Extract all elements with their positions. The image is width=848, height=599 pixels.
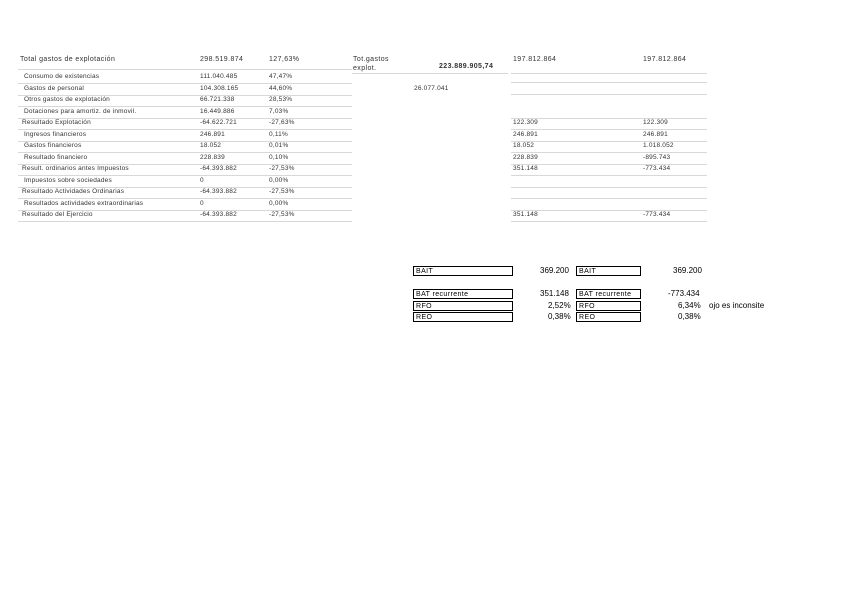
col-row-divider — [511, 187, 707, 188]
col-b-cell: -773.434 — [643, 165, 671, 172]
col-divider-extra — [511, 82, 707, 83]
col-a-cell: 246.891 — [513, 130, 538, 138]
col-a-cell: 122.309 — [513, 119, 538, 126]
col-row-divider — [511, 118, 707, 119]
header-divider — [18, 69, 352, 70]
row-label: Resultados actividades extraordinarias — [24, 199, 144, 207]
row-pct: 28,53% — [269, 96, 293, 103]
rfo-label-box-right: RFO — [576, 301, 641, 311]
row-pct: 44,60% — [269, 84, 293, 92]
row-pct: 0,00% — [269, 199, 289, 207]
row-value: 16.449.886 — [200, 107, 235, 115]
col-a-header-divider — [511, 73, 707, 74]
middle-divider — [352, 73, 508, 74]
row-value: 0 — [200, 199, 204, 207]
col-row-divider — [511, 164, 707, 165]
header-pct: 127,63% — [269, 56, 300, 63]
rfo-value-right: 6,34% — [678, 301, 701, 310]
row-value: -64.393.882 — [200, 211, 237, 218]
row-label: Resultado Actividades Ordinarias — [22, 188, 125, 195]
reo-label-box-right: REO — [576, 312, 641, 322]
col-row-divider — [511, 141, 707, 142]
header-value: 298.519.874 — [200, 56, 244, 63]
reo-value-right: 0,38% — [678, 312, 701, 321]
middle-sub-value: 26.077.041 — [414, 85, 449, 92]
header-label: Total gastos de explotación — [20, 56, 116, 63]
col-b-cell: -773.434 — [643, 211, 671, 218]
reo-label-box: REO — [413, 312, 513, 322]
row-label: Resultado financiero — [24, 153, 88, 161]
col-divider-extra — [511, 94, 707, 95]
bait-label-box-right: BAIT — [576, 266, 641, 276]
row-pct: 7,03% — [269, 107, 289, 115]
row-value: 0 — [200, 176, 204, 184]
row-pct: 47,47% — [269, 73, 293, 80]
row-value: 111.040.485 — [200, 73, 238, 80]
row-pct: 0,10% — [269, 153, 289, 161]
row-value: -64.393.882 — [200, 165, 237, 172]
middle-total: 223.889.905,74 — [439, 63, 494, 70]
col-a-cell: 351.148 — [513, 211, 538, 218]
row-pct: -27,53% — [269, 211, 295, 218]
row-value: 66.721.338 — [200, 96, 235, 103]
row-pct: -27,63% — [269, 119, 295, 126]
bait-label-box: BAIT — [413, 266, 513, 276]
col-a-cell: 228.839 — [513, 153, 538, 161]
col-a-cell: 351.148 — [513, 165, 538, 172]
col-a-header: 197.812.864 — [513, 56, 557, 63]
reo-value: 0,38% — [548, 312, 571, 321]
row-value: 104.308.165 — [200, 84, 239, 92]
row-label: Dotaciones para amortiz. de inmovil. — [24, 107, 137, 115]
row-divider — [18, 221, 352, 222]
row-label: Resultado del Ejercicio — [22, 211, 93, 218]
col-row-divider — [511, 221, 707, 222]
col-row-divider — [511, 152, 707, 153]
row-label: Impuestos sobre sociedades — [24, 176, 112, 184]
row-value: 18.052 — [200, 142, 222, 149]
row-label: Gastos financieros — [24, 142, 82, 149]
row-pct: 0,11% — [269, 130, 288, 138]
rfo-label-box: RFO — [413, 301, 513, 311]
row-label: Ingresos financieros — [24, 130, 87, 138]
row-pct: -27,53% — [269, 188, 295, 195]
bait-value: 369.200 — [540, 266, 569, 275]
bat-value: 351.148 — [540, 289, 569, 298]
row-label: Gastos de personal — [24, 84, 84, 92]
col-row-divider — [511, 198, 707, 199]
col-a-cell: 18.052 — [513, 142, 535, 149]
row-label: Result. ordinarios antes Impuestos — [22, 165, 129, 172]
row-pct: 0,01% — [269, 142, 289, 149]
col-b-cell: 122.309 — [643, 119, 668, 126]
row-value: -64.393.882 — [200, 188, 237, 195]
row-value: 228.839 — [200, 153, 225, 161]
rfo-note: ojo es inconsite — [709, 301, 765, 310]
col-row-divider — [511, 175, 707, 176]
col-row-divider — [511, 129, 707, 130]
bat-label-box: BAT recurrente — [413, 289, 513, 299]
rfo-value: 2,52% — [548, 301, 571, 310]
bait-value-right: 369.200 — [673, 266, 702, 275]
row-pct: -27,53% — [269, 165, 295, 172]
bat-label-box-right: BAT recurrente — [576, 289, 641, 299]
row-label: Consumo de existencias — [24, 73, 100, 80]
col-b-cell: -895.743 — [643, 153, 671, 161]
row-label: Resultado Explotación — [22, 119, 91, 126]
row-value: 246.891 — [200, 130, 225, 138]
middle-label-line1: Tot.gastos — [353, 56, 389, 63]
row-pct: 0,00% — [269, 176, 289, 184]
col-b-cell: 1.018.052 — [643, 142, 674, 149]
col-b-header: 197.812.864 — [643, 56, 687, 63]
row-label: Otros gastos de explotación — [24, 96, 110, 103]
col-row-divider — [511, 210, 707, 211]
middle-label-line2: explot. — [353, 65, 377, 72]
row-value: -64.622.721 — [200, 119, 237, 126]
col-b-cell: 246.891 — [643, 130, 668, 138]
bat-value-right: -773.434 — [668, 289, 700, 298]
